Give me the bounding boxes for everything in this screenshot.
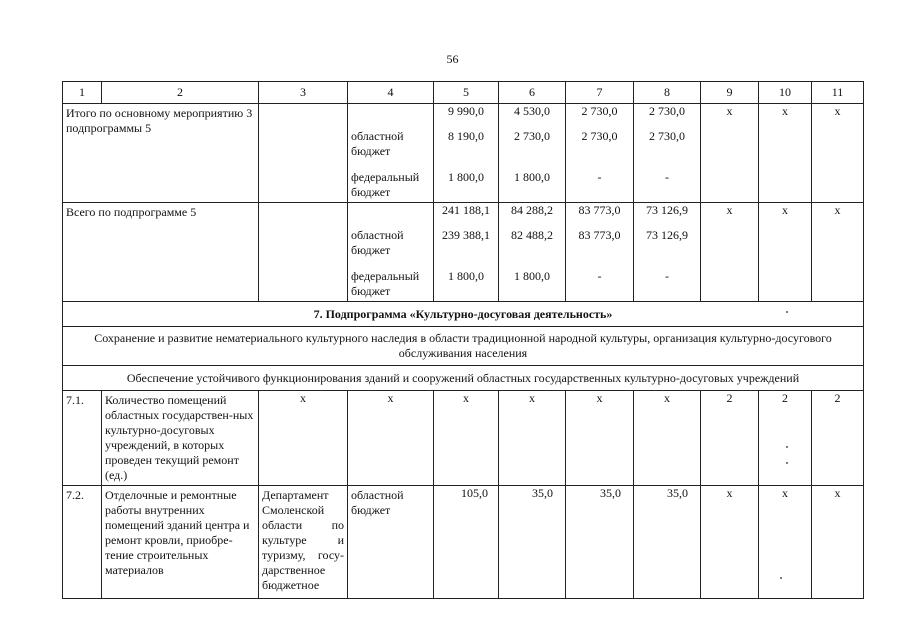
column-header: 6 <box>499 82 566 104</box>
amount-value: - <box>597 170 602 184</box>
amount-value: 1 800,0 <box>514 269 550 283</box>
task-text: Обеспечение устойчивого функционирования зданий и сооружений областных государственных культурно-досуговых учреждений <box>63 366 864 391</box>
amount-cell: 35,0 <box>499 486 566 599</box>
source-cell <box>348 104 434 203</box>
amount-value: 1 800,0 <box>448 170 484 184</box>
amount-value: 2 730,0 <box>649 129 685 143</box>
amount-cell <box>566 104 634 203</box>
item-name: Отделочные и ремонтные работы внутренних помещений зданий центра и ремонт кровли, приобре-тение строительных материалов <box>102 486 259 599</box>
table-row <box>63 104 864 203</box>
source-label: федеральный бюджет <box>351 269 420 298</box>
amount-value: 2 730,0 <box>581 129 618 143</box>
amount-cell: х <box>634 391 701 486</box>
section-title: 7. Подпрограмма «Культурно-досуговая деятельность» <box>63 302 864 327</box>
indicator-cell: х <box>701 203 759 302</box>
table-row <box>63 391 864 486</box>
goal-text: Сохранение и развитие нематериального культурного наследия в области традиционной народной культуры, организация культурно-досугового обслуживания населения <box>63 327 864 366</box>
item-number: 7.1. <box>63 391 102 486</box>
column-header: 7 <box>566 82 634 104</box>
amount-value: 73 126,9 <box>646 228 688 242</box>
table-row <box>63 203 864 302</box>
total-label: Итого по основному мероприятию 3 подпрограммы 5 <box>63 104 259 203</box>
amount-value: - <box>665 170 669 184</box>
amount-value: 1 800,0 <box>514 170 550 184</box>
amount-value: 239 388,1 <box>442 228 490 242</box>
amount-cell <box>434 203 499 302</box>
column-header: 2 <box>102 82 259 104</box>
indicator-cell: х <box>701 104 759 203</box>
budget-table <box>62 81 864 599</box>
source-label <box>351 104 430 129</box>
indicator-cell: 2 <box>759 391 812 486</box>
executor-cell <box>259 104 348 203</box>
column-header: 5 <box>434 82 499 104</box>
task-row <box>63 366 864 391</box>
amount-value: 2 730,0 <box>514 129 550 143</box>
amount-cell: 35,0 <box>634 486 701 599</box>
amount-value: 2 730,0 <box>649 104 685 118</box>
column-header: 9 <box>701 82 759 104</box>
source-cell <box>348 203 434 302</box>
scan-speck <box>786 311 788 313</box>
amount-value: 8 190,0 <box>448 129 484 143</box>
column-header: 11 <box>812 82 864 104</box>
amount-value: 2 730,0 <box>581 104 618 118</box>
indicator-cell: х <box>759 203 812 302</box>
amount-value: 83 773,0 <box>578 228 621 242</box>
source-label: федеральный бюджет <box>351 170 420 199</box>
amount-value: 73 126,9 <box>646 203 688 217</box>
table-row <box>63 486 864 599</box>
source-cell: областной бюджет <box>348 486 434 599</box>
amount-cell <box>434 104 499 203</box>
scan-speck <box>780 577 782 579</box>
executor-cell <box>259 203 348 302</box>
source-label <box>351 203 430 228</box>
amount-cell <box>499 104 566 203</box>
section-row <box>63 302 864 327</box>
column-header: 1 <box>63 82 102 104</box>
column-header: 4 <box>348 82 434 104</box>
column-header: 10 <box>759 82 812 104</box>
amount-value: 84 288,2 <box>511 203 553 217</box>
indicator-cell: 2 <box>812 391 864 486</box>
indicator-cell: х <box>812 203 864 302</box>
amount-cell <box>634 104 701 203</box>
indicator-cell: х <box>812 486 864 599</box>
amount-cell: х <box>566 391 634 486</box>
column-header: 8 <box>634 82 701 104</box>
amount-value: - <box>597 269 602 283</box>
source-label: областной бюджет <box>351 129 404 158</box>
amount-value: - <box>665 269 669 283</box>
indicator-cell: х <box>759 104 812 203</box>
amount-value: 1 800,0 <box>448 269 484 283</box>
item-name: Количество помещений областных государствен-ных культурно-досуговых учреждений, в которых проведен текущий ремонт (ед.) <box>102 391 259 486</box>
indicator-cell: х <box>812 104 864 203</box>
page-number: 56 <box>446 52 459 66</box>
amount-value: 4 530,0 <box>514 104 550 118</box>
source-cell: х <box>348 391 434 486</box>
amount-cell <box>634 203 701 302</box>
item-number: 7.2. <box>63 486 102 599</box>
column-header: 3 <box>259 82 348 104</box>
amount-cell <box>566 203 634 302</box>
source-label: областной бюджет <box>351 228 404 257</box>
amount-cell: х <box>434 391 499 486</box>
scan-speck <box>786 446 788 448</box>
indicator-cell: х <box>759 486 812 599</box>
amount-value: 83 773,0 <box>578 203 621 217</box>
amount-cell: 35,0 <box>566 486 634 599</box>
indicator-cell: х <box>701 486 759 599</box>
goal-row <box>63 327 864 366</box>
scan-speck <box>786 462 788 464</box>
amount-value: 9 990,0 <box>448 104 484 118</box>
amount-value: 241 188,1 <box>442 203 490 217</box>
indicator-cell: 2 <box>701 391 759 486</box>
amount-cell <box>499 203 566 302</box>
total-label: Всего по подпрограмме 5 <box>63 203 259 302</box>
amount-value: 82 488,2 <box>511 228 553 242</box>
executor-cell: х <box>259 391 348 486</box>
executor-cell: Департамент Смоленской области по культуре и туризму, госу-дарственное бюджетное <box>259 486 348 599</box>
amount-cell: 105,0 <box>434 486 499 599</box>
amount-cell: х <box>499 391 566 486</box>
table-header-row <box>63 82 864 104</box>
